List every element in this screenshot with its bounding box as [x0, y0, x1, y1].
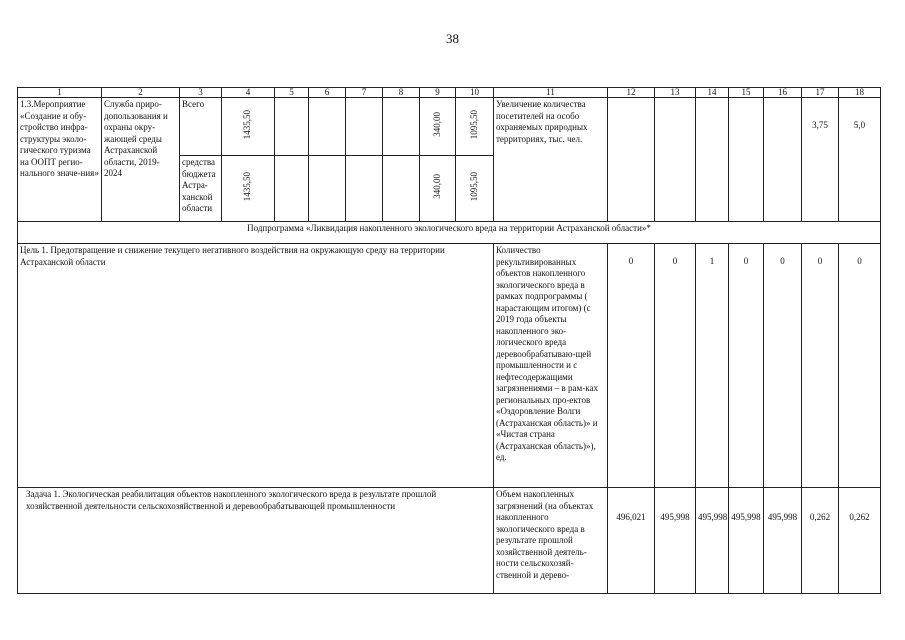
- year-amount: 1095,50: [468, 172, 479, 202]
- task-value: 496,021: [608, 488, 655, 594]
- col-header: 11: [494, 88, 608, 98]
- col-header: 6: [309, 88, 346, 98]
- measure-name: 1.3.Мероприятие «Создание и обу-стройство инфра-структуры эколо-гического туризма на ООПТ регио-нального значе-ния»: [18, 98, 102, 222]
- empty-cell: [275, 156, 309, 222]
- goal-value: 0: [802, 244, 839, 488]
- col-header: 9: [420, 88, 456, 98]
- total-amount-cell: [222, 98, 275, 156]
- subprogram-row: [18, 222, 881, 244]
- year-amount: 340,00: [431, 112, 442, 138]
- col-header: 7: [346, 88, 383, 98]
- empty-cell: [696, 98, 729, 222]
- year-amount: 1095,50: [468, 110, 479, 140]
- col-header: 17: [802, 88, 839, 98]
- column-number-row: [18, 88, 881, 98]
- goal-value: 0: [608, 244, 655, 488]
- task-value: 495,998: [764, 488, 802, 594]
- task-value: 495,998: [696, 488, 729, 594]
- goal-row: [18, 244, 881, 488]
- empty-cell: [346, 156, 383, 222]
- task-value: 0,262: [839, 488, 881, 594]
- col-header: 1: [18, 88, 102, 98]
- col-header: 13: [655, 88, 696, 98]
- task-value: 495,998: [729, 488, 764, 594]
- indicator-text: Увеличение количества посетителей на особо охраняемых природных территориях, тыс. чел.: [494, 98, 608, 222]
- total-amount-cell: [222, 156, 275, 222]
- source-total: Всего: [180, 98, 222, 156]
- task-indicator: Объем накопленных загрязнений (на объектах накопленного экологического вреда в результате прошлой хозяйственной деятель-ности сельскохозяй-ственной и дерево-: [494, 488, 608, 594]
- indicator-value: 3,75: [802, 98, 839, 222]
- total-amount: 1435,50: [242, 172, 253, 202]
- col-header: 3: [180, 88, 222, 98]
- task-value: 0,262: [802, 488, 839, 594]
- col-header: 4: [222, 88, 275, 98]
- empty-cell: [655, 98, 696, 222]
- year-amount-cell: [456, 156, 494, 222]
- year-amount-cell: [420, 98, 456, 156]
- source-budget: средства бюджета Астра-ханской области: [180, 156, 222, 222]
- empty-cell: [309, 156, 346, 222]
- empty-cell: [346, 98, 383, 156]
- empty-cell: [383, 98, 420, 156]
- subprogram-title: Подпрограмма «Ликвидация накопленного экологического вреда на территории Астраханской области»*: [18, 222, 881, 244]
- executor: Служба приро-допользования и охраны окру-жающей среды Астраханской области, 2019-2024: [102, 98, 180, 222]
- goal-value: 0: [839, 244, 881, 488]
- goal-text: Цель 1. Предотвращение и снижение текущего негативного воздействия на окружающую среду на территории Астраханской области: [18, 244, 494, 488]
- table-row: [18, 98, 881, 156]
- empty-cell: [729, 98, 764, 222]
- program-table: [17, 87, 881, 594]
- col-header: 14: [696, 88, 729, 98]
- col-header: 18: [839, 88, 881, 98]
- empty-cell: [764, 98, 802, 222]
- col-header: 15: [729, 88, 764, 98]
- goal-value: 0: [655, 244, 696, 488]
- year-amount: 340,00: [431, 174, 442, 200]
- goal-indicator: Количество рекультивированных объектов накопленного экологического вреда в рамках подпрограммы ( нарастающим итогом) (с 2019 года объекты накопленного эко-логического вреда деревообрабатываю-щей промышленности и с нефтесодержащими загрязнениями – в рам-ках региональных про-ектов «Оздоровление Волги (Астраханская область)» и «Чистая страна (Астраханская область)»), ед.: [494, 244, 608, 488]
- total-amount: 1435,50: [242, 110, 253, 140]
- col-header: 8: [383, 88, 420, 98]
- empty-cell: [275, 98, 309, 156]
- year-amount-cell: [456, 98, 494, 156]
- goal-value: 0: [764, 244, 802, 488]
- task-row: [18, 488, 881, 594]
- goal-value: 1: [696, 244, 729, 488]
- empty-cell: [309, 98, 346, 156]
- col-header: 2: [102, 88, 180, 98]
- indicator-value: 5,0: [839, 98, 881, 222]
- task-value: 495,998: [655, 488, 696, 594]
- year-amount-cell: [420, 156, 456, 222]
- task-text: Задача 1. Экологическая реабилитация объектов накопленного экологического вреда в результате прошлой хозяйственной деятельности сельскохозяйственной и деревообрабатывающей промышленности: [18, 488, 494, 594]
- goal-value: 0: [729, 244, 764, 488]
- col-header: 5: [275, 88, 309, 98]
- col-header: 12: [608, 88, 655, 98]
- page-number: 38: [446, 31, 459, 46]
- empty-cell: [608, 98, 655, 222]
- col-header: 10: [456, 88, 494, 98]
- empty-cell: [383, 156, 420, 222]
- col-header: 16: [764, 88, 802, 98]
